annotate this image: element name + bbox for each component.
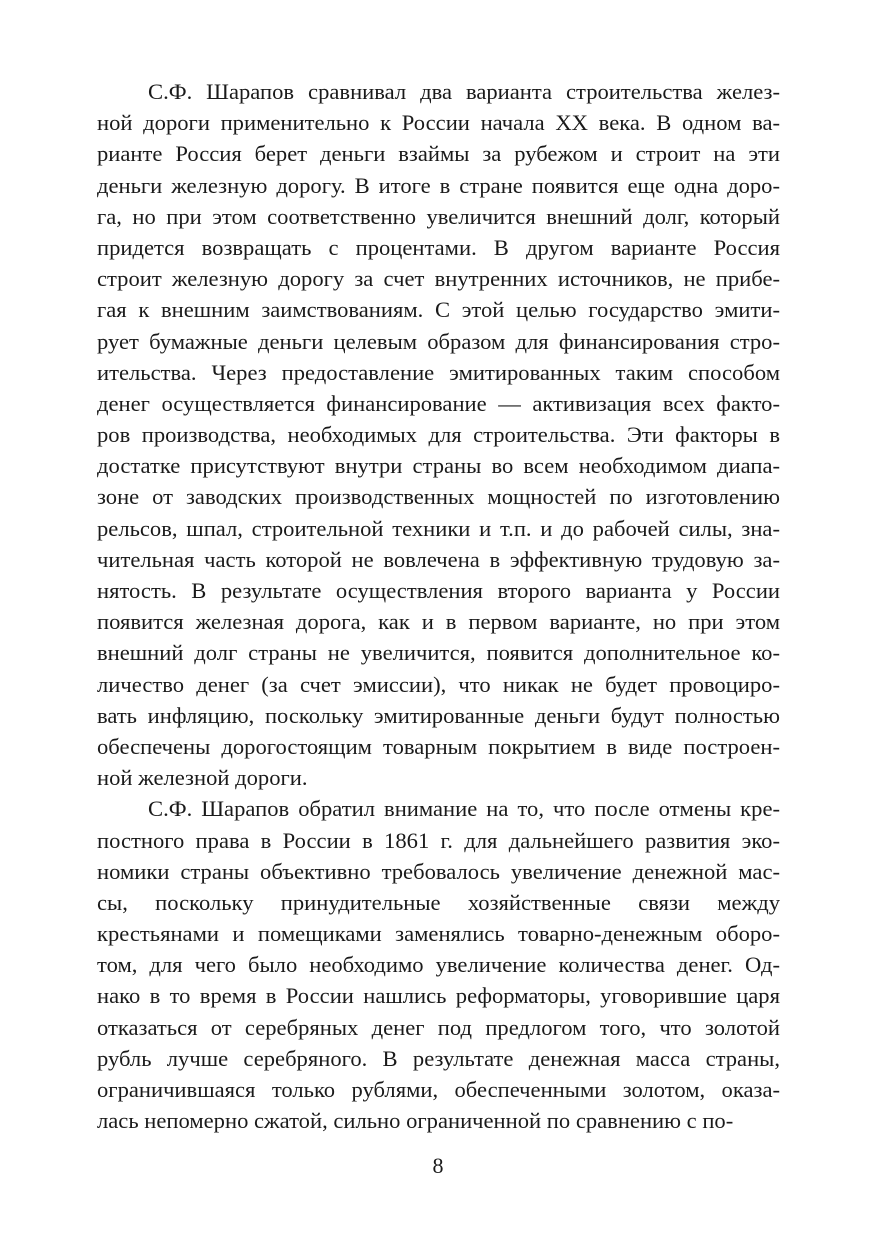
text-line: нятость. В результате осуществления второго варианта у России [97, 578, 780, 603]
text-line: рует бумажные деньги целевым образом для финансирования стро- [97, 328, 780, 354]
text-line: лась непомерно сжатой, сильно ограниченной по сравнению с по- [97, 1108, 734, 1134]
paragraph [97, 793, 780, 1136]
text-line: денег осуществляется финансирование — активизация всех факто- [97, 390, 780, 416]
page-number: 8 [432, 1153, 444, 1178]
text-line: С.Ф. Шарапов сравнивал два варианта строительства желез- [148, 79, 780, 104]
text-line: ров производства, необходимых для строительства. Эти факторы в [97, 422, 780, 448]
page-body [97, 76, 780, 1136]
text-line: гая к внешним заимствованиям. С этой целью государство эмити- [97, 297, 780, 323]
text-column [97, 76, 780, 1136]
text-line: ительства. Через предоставление эмитированных таким способом [97, 359, 780, 385]
text-line: том, для чего было необходимо увеличение количества денег. Од- [97, 952, 780, 978]
text-line: придется возвращать с процентами. В другом варианте Россия [97, 234, 780, 260]
text-line: сы, поскольку принудительные хозяйственные связи между [97, 889, 780, 915]
text-line: личество денег (за счет эмиссии), что никак не будет провоциро- [97, 671, 780, 697]
text-line: зоне от заводских производственных мощностей по изготовлению [97, 484, 780, 510]
text-line: отказаться от серебряных денег под предлогом того, что золотой [97, 1014, 780, 1040]
text-line: номики страны объективно требовалось увеличение денежной мас- [97, 858, 780, 884]
text-line: вать инфляцию, поскольку эмитированные деньги будут полностью [97, 702, 780, 728]
paragraph [97, 76, 780, 793]
text-line: внешний долг страны не увеличится, появится дополнительное ко- [97, 640, 780, 666]
text-line: деньги железную дорогу. В итоге в стране появится еще одна доро- [97, 172, 780, 198]
text-line: обеспечены дорогостоящим товарным покрытием в виде построен- [97, 733, 780, 759]
text-line: ной железной дороги. [97, 765, 308, 791]
text-line: га, но при этом соответственно увеличится внешний долг, который [97, 203, 780, 229]
text-line: чительная часть которой не вовлечена в эффективную трудовую за- [97, 546, 780, 572]
text-line: рианте Россия берет деньги взаймы за рубежом и строит на эти [97, 141, 780, 167]
text-line: появится железная дорога, как и в первом варианте, но при этом [97, 609, 780, 635]
text-line: крестьянами и помещиками заменялись товарно-денежным оборо- [97, 921, 780, 947]
text-line: нако в то время в России нашлись реформаторы, уговорившие царя [97, 983, 780, 1009]
text-line: строит железную дорогу за счет внутренних источников, не прибе- [97, 266, 780, 292]
text-line: С.Ф. Шарапов обратил внимание на то, что после отмены кре- [148, 796, 780, 822]
text-line: достатке присутствуют внутри страны во всем необходимом диапа- [97, 453, 780, 479]
text-line: рельсов, шпал, строительной техники и т.п. и до рабочей силы, зна- [97, 515, 780, 541]
text-line: рубль лучше серебряного. В результате денежная масса страны, [97, 1045, 780, 1071]
text-line: постного права в России в 1861 г. для дальнейшего развития эко- [97, 827, 780, 853]
text-line: ограничившаяся только рублями, обеспеченными золотом, оказа- [97, 1077, 780, 1102]
text-line: ной дороги применительно к России начала XX века. В одном ва- [97, 110, 780, 136]
